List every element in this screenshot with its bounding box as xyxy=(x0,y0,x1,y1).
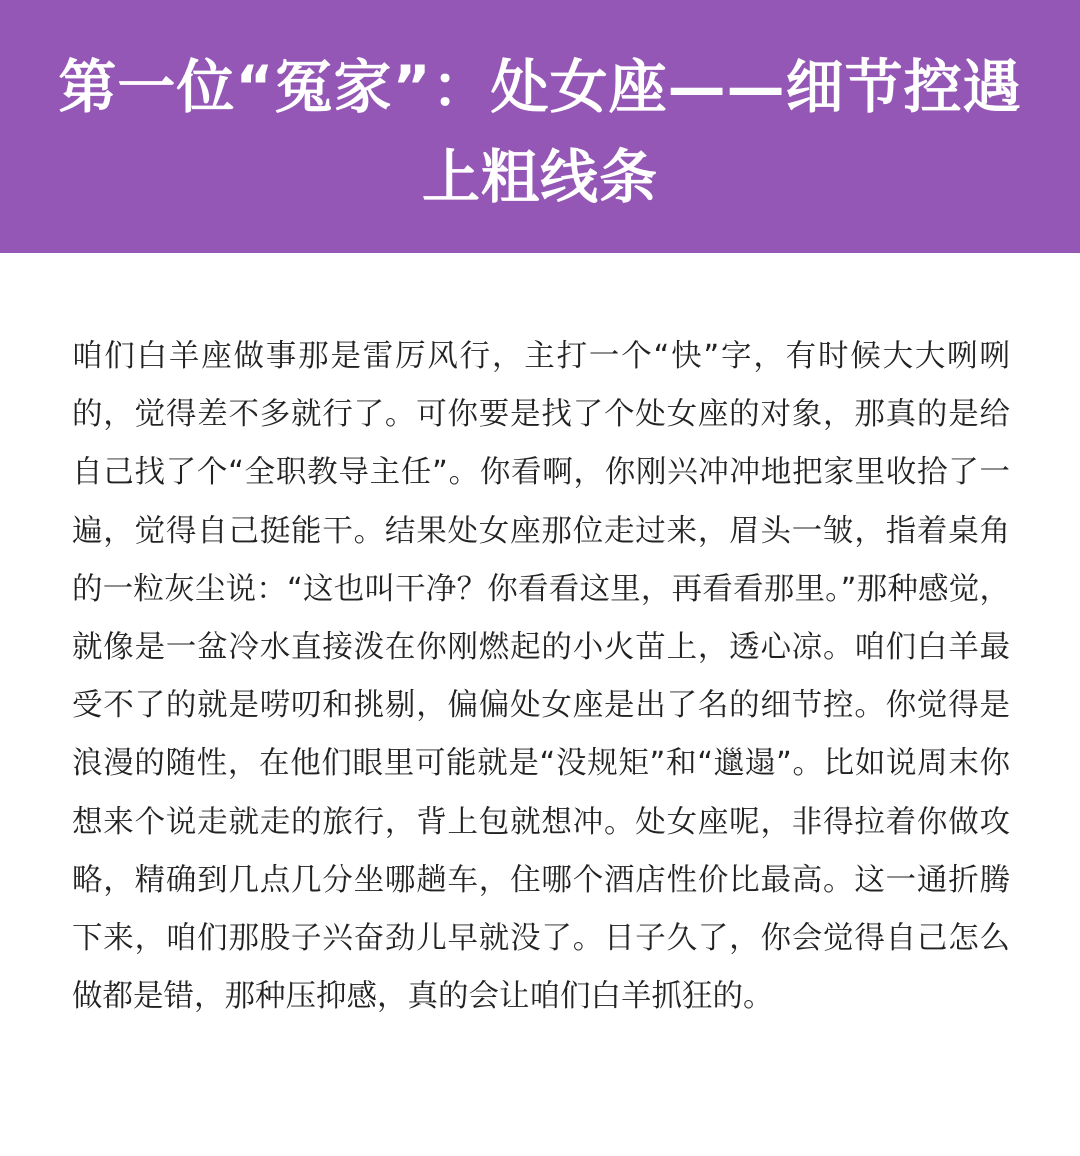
article-paragraph: 咱们白羊座做事那是雷厉风行，主打一个“快”字，有时候大大咧咧的，觉得差不多就行了。可你要是找了个处女座的对象，那真的是给自己找了个“全职教导主任”。你看啊，你刚兴冲冲地把家里收拾了一遍，觉得自己挺能干。结果处女座那位走过来，眉头一皱，指着桌角的一粒灰尘说：“这也叫干净？你看看这里，再看看那里。”那种感觉，就像是一盆冷水直接泼在你刚燃起的小火苗上，透心凉。咱们白羊最受不了的就是唠叨和挑剔，偏偏处女座是出了名的细节控。你觉得是浪漫的随性，在他们眼里可能就是“没规矩”和“邋遢”。比如说周末你想来个说走就走的旅行，背上包就想冲。处女座呢，非得拉着你做攻略，精确到几点几分坐哪趟车，住哪个酒店性价比最高。这一通折腾下来，咱们那股子兴奋劲儿早就没了。日子久了，你会觉得自己怎么做都是错，那种压抑感，真的会让咱们白羊抓狂的。 xyxy=(72,339,1010,1015)
page-title: 第一位“冤家”：处女座——细节控遇上粗线条 xyxy=(58,53,1022,211)
header-banner xyxy=(0,0,1080,253)
